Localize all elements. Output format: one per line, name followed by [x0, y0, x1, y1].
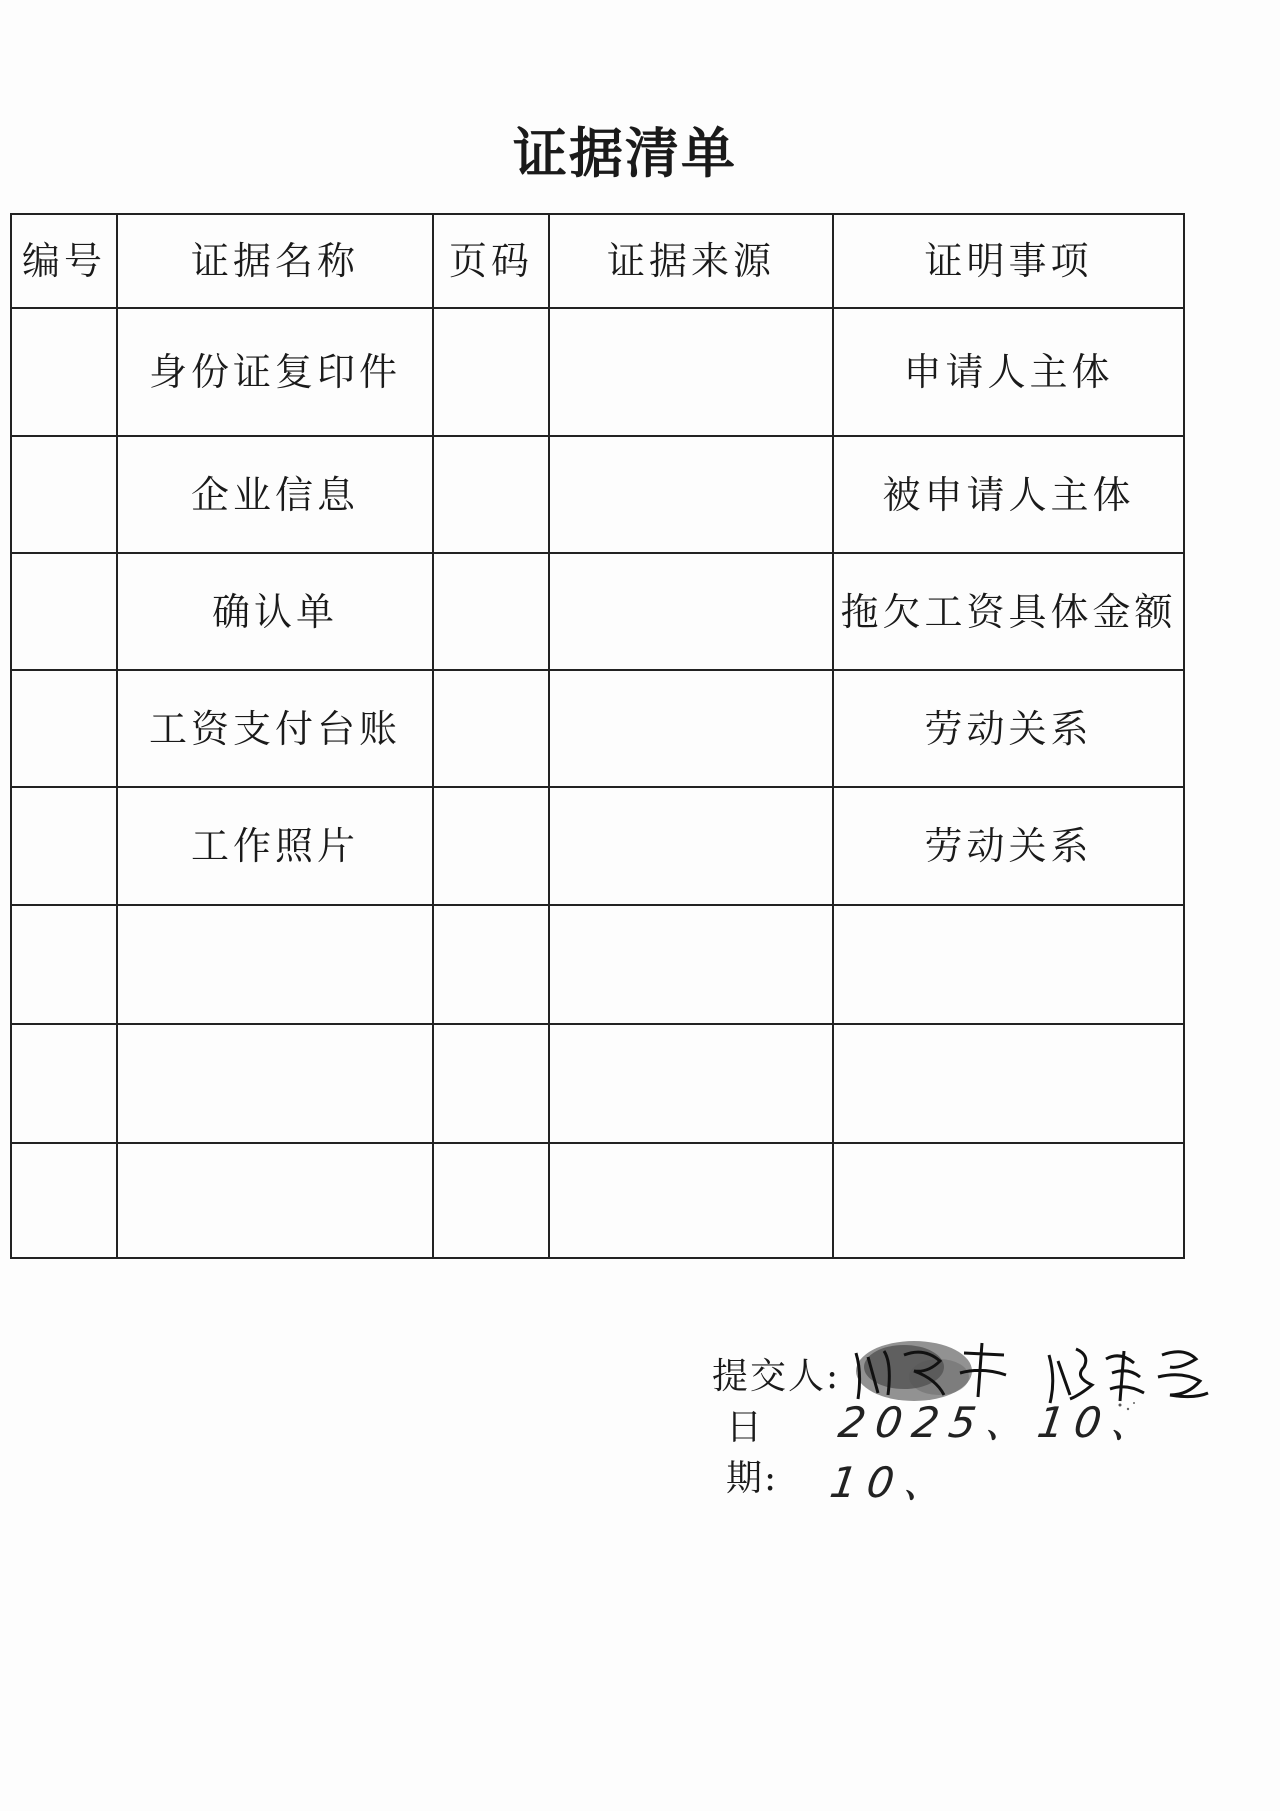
cell-proof: 劳动关系	[833, 787, 1184, 905]
date-value: 2025、10、10、	[827, 1398, 1167, 1507]
header-proof: 证明事项	[833, 214, 1184, 308]
cell-proof	[833, 1143, 1184, 1258]
cell-source	[549, 308, 833, 436]
cell-source	[549, 1143, 833, 1258]
cell-name: 身份证复印件	[117, 308, 433, 436]
cell-name: 工资支付台账	[117, 670, 433, 787]
cell-name: 工作照片	[117, 787, 433, 905]
table-row	[11, 308, 1184, 436]
cell-source	[549, 670, 833, 787]
cell-proof: 劳动关系	[833, 670, 1184, 787]
cell-source	[549, 436, 833, 553]
cell-proof	[833, 905, 1184, 1024]
table-row	[11, 553, 1184, 670]
cell-number	[11, 436, 117, 553]
cell-name	[117, 905, 433, 1024]
table-row	[11, 905, 1184, 1024]
cell-proof	[833, 1024, 1184, 1143]
table-header-row	[11, 214, 1184, 308]
document-title: 证据清单	[513, 121, 737, 185]
table-row	[11, 1024, 1184, 1143]
cell-page	[433, 436, 549, 553]
table-row	[11, 436, 1184, 553]
table-row	[11, 787, 1184, 905]
cell-proof: 被申请人主体	[833, 436, 1184, 553]
cell-name	[117, 1143, 433, 1258]
submitter-label: 提交人:	[712, 1355, 841, 1397]
table-row	[11, 1143, 1184, 1258]
header-source: 证据来源	[549, 214, 833, 308]
table-row	[11, 670, 1184, 787]
header-name: 证据名称	[117, 214, 433, 308]
cell-page	[433, 553, 549, 670]
cell-name: 确认单	[117, 553, 433, 670]
date-line	[726, 1398, 1280, 1507]
date-label: 日期:	[726, 1407, 779, 1499]
cell-page	[433, 1143, 549, 1258]
cell-page	[433, 905, 549, 1024]
cell-page	[433, 787, 549, 905]
cell-name: 企业信息	[117, 436, 433, 553]
cell-number	[11, 1143, 117, 1258]
cell-source	[549, 787, 833, 905]
header-number: 编号	[11, 214, 117, 308]
cell-number	[11, 1024, 117, 1143]
cell-page	[433, 1024, 549, 1143]
cell-proof: 拖欠工资具体金额	[833, 553, 1184, 670]
evidence-table	[10, 213, 1185, 1259]
cell-number	[11, 905, 117, 1024]
header-page: 页码	[433, 214, 549, 308]
cell-page	[433, 308, 549, 436]
cell-number	[11, 787, 117, 905]
cell-source	[549, 905, 833, 1024]
cell-number	[11, 553, 117, 670]
cell-number	[11, 308, 117, 436]
cell-source	[549, 553, 833, 670]
cell-name	[117, 1024, 433, 1143]
cell-source	[549, 1024, 833, 1143]
cell-proof: 申请人主体	[833, 308, 1184, 436]
cell-number	[11, 670, 117, 787]
cell-page	[433, 670, 549, 787]
